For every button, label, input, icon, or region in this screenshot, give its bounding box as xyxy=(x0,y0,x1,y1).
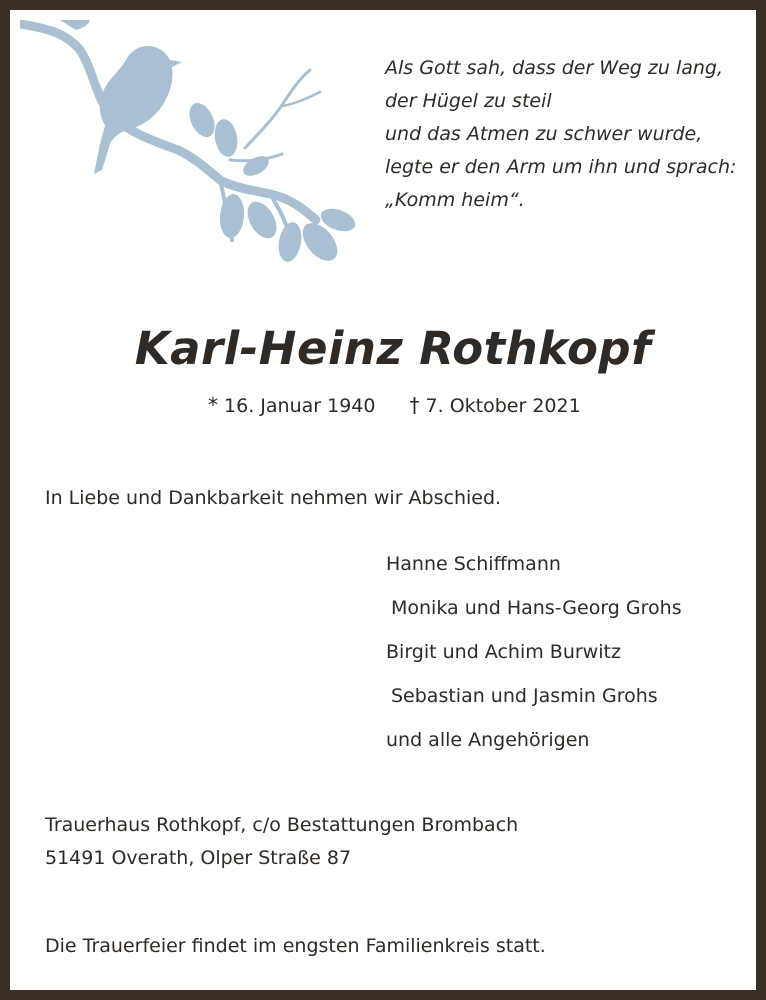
funeral-note: Die Trauerfeier findet im engsten Familienkreis statt. xyxy=(45,935,546,957)
poem-line: Als Gott sah, dass der Weg zu lang, xyxy=(385,57,724,79)
bird-on-branch-illustration xyxy=(20,20,370,275)
farewell-text: In Liebe und Dankbarkeit nehmen wir Abschied. xyxy=(45,487,502,509)
birth-symbol: * xyxy=(208,393,218,417)
poem-line: der Hügel zu steil xyxy=(385,90,552,112)
birth-date: 16. Januar 1940 xyxy=(224,395,376,417)
death-date: 7. Oktober 2021 xyxy=(425,395,581,417)
address-line-2: 51491 Overath, Olper Straße 87 xyxy=(45,847,352,869)
death-symbol: † xyxy=(409,393,420,417)
poem-verse xyxy=(385,52,736,217)
life-dates xyxy=(208,393,581,417)
mourning-address xyxy=(45,809,518,875)
deceased-name: Karl-Heinz Rothkopf xyxy=(134,322,652,375)
mourner: Hanne Schiffmann xyxy=(386,553,561,575)
poem-line: „Komm heim“. xyxy=(385,189,525,211)
poem-line: und das Atmen zu schwer wurde, xyxy=(385,123,703,145)
address-line-1: Trauerhaus Rothkopf, c/o Bestattungen Brombach xyxy=(45,814,519,836)
mourner: Sebastian und Jasmin Grohs xyxy=(391,685,658,707)
mourner: und alle Angehörigen xyxy=(386,729,590,751)
mourner: Birgit und Achim Burwitz xyxy=(386,641,621,663)
mourners-list xyxy=(386,542,682,762)
poem-line: legte er den Arm um ihn und sprach: xyxy=(385,156,737,178)
mourner: Monika und Hans-Georg Grohs xyxy=(391,597,682,619)
